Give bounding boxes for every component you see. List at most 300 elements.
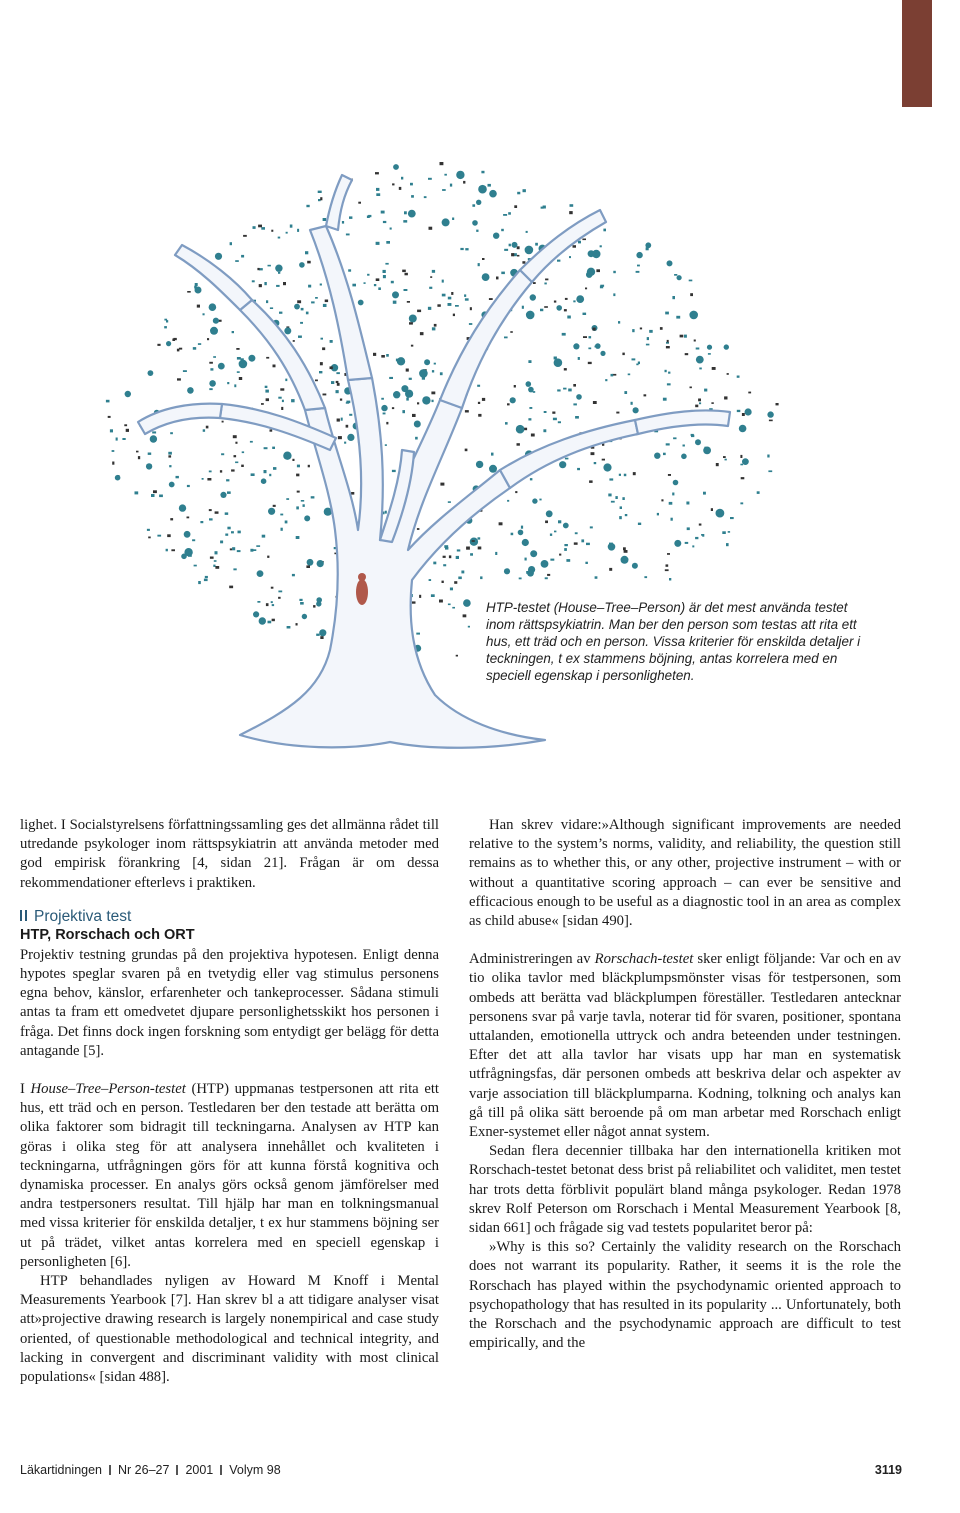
foliage-dot: [237, 550, 241, 552]
foliage-dot: [313, 605, 315, 608]
foliage-dot: [528, 387, 534, 393]
foliage-dot: [550, 559, 554, 561]
foliage-dot: [389, 377, 393, 379]
foliage-dot: [512, 242, 518, 248]
foliage-dot: [270, 307, 273, 309]
foliage-dot: [544, 283, 546, 285]
foliage-dot: [449, 555, 451, 558]
foliage-dot: [259, 284, 262, 287]
foliage-dot: [668, 372, 670, 374]
foliage-dot: [311, 496, 315, 498]
foliage-dot: [194, 565, 197, 567]
foliage-dot: [227, 382, 229, 384]
foliage-dot: [695, 405, 698, 408]
foliage-dot: [412, 601, 416, 603]
foliage-dot: [110, 429, 113, 432]
foliage-dot: [323, 304, 327, 307]
foliage-dot: [225, 534, 228, 536]
foliage-dot: [699, 524, 702, 526]
foliage-dot: [532, 498, 537, 503]
foliage-dot: [476, 230, 478, 232]
foliage-dot: [184, 531, 191, 538]
foliage-dot: [238, 531, 241, 534]
section-heading-text: Projektiva test: [34, 907, 132, 925]
foliage-dot: [522, 306, 524, 309]
foliage-dot: [381, 211, 385, 214]
foliage-dot: [458, 577, 462, 580]
foliage-dot: [517, 255, 519, 257]
foliage-dot: [689, 311, 698, 320]
foliage-dot: [179, 504, 186, 511]
foliage-dot: [272, 604, 274, 606]
foliage-dot: [205, 576, 208, 578]
foliage-dot: [294, 304, 300, 310]
foliage-dot: [311, 301, 315, 303]
foliage-dot: [767, 455, 769, 458]
foliage-dot: [596, 269, 600, 272]
foliage-dot: [480, 576, 482, 579]
foliage-dot: [272, 447, 275, 449]
foliage-dot: [409, 315, 417, 323]
foliage-dot: [565, 458, 569, 460]
foliage-dot: [297, 491, 300, 493]
foliage-dot: [147, 529, 150, 531]
foliage-dot: [514, 205, 517, 208]
foliage-dot: [275, 265, 282, 272]
foliage-dot: [691, 435, 694, 437]
foliage-dot: [207, 478, 211, 481]
foliage-dot: [472, 204, 475, 207]
foliage-dot: [646, 344, 650, 346]
foliage-dot: [603, 229, 606, 232]
foliage-dot: [636, 364, 638, 366]
foliage-dot: [476, 461, 483, 468]
foliage-dot: [434, 324, 437, 327]
foliage-dot: [269, 474, 271, 476]
issue-number: Nr 26–27: [118, 1463, 170, 1477]
foliage-dot: [649, 330, 653, 333]
foliage-dot: [261, 227, 265, 230]
foliage-dot: [346, 401, 350, 404]
foliage-dot: [672, 493, 674, 496]
foliage-dot: [657, 513, 659, 516]
foliage-dot: [509, 244, 511, 247]
foliage-dot: [448, 303, 452, 306]
left-paragraph-3-lead: I: [20, 1081, 31, 1098]
foliage-dot: [585, 562, 588, 564]
foliage-dot: [593, 328, 596, 331]
foliage-dot: [667, 340, 669, 342]
foliage-dot: [429, 227, 433, 230]
foliage-dot: [570, 204, 574, 207]
foliage-dot: [157, 344, 160, 346]
foliage-dot: [419, 595, 421, 598]
foliage-dot: [589, 480, 593, 483]
foliage-dot: [159, 495, 163, 498]
foliage-dot: [271, 601, 273, 603]
htp-test-name: House–Tree–Person-testet: [30, 1081, 186, 1098]
foliage-dot: [621, 556, 629, 564]
foliage-dot: [250, 441, 253, 443]
foliage-dot: [463, 614, 467, 617]
foliage-dot: [278, 597, 281, 599]
foliage-dot: [577, 468, 580, 470]
foliage-dot: [266, 398, 269, 401]
foliage-dot: [308, 465, 310, 468]
foliage-dot: [633, 407, 639, 413]
foliage-dot: [723, 456, 726, 458]
foliage-dot: [331, 381, 334, 384]
foliage-dot: [477, 385, 480, 387]
foliage-dot: [654, 453, 660, 459]
foliage-dot: [711, 508, 713, 511]
right-paragraph-2-body: sker enligt följande: Var och en av tio olika tavlor med bläckplumpsmönster visas för testpersonen, som ombeds att berätta vad bläckplumpen föreställer. Testledaren antecknar personens svar på varje tavla, noterar tid för svaren, positioner, spontana uttalanden, emotionella uttryck och andra beteenden under testningen. Efter det att alla tavlor har visats upp har man en systematisk utfrågningsfas, där personen ombeds att beskriva delar och aspekter av varje association till bläckplumparna. Kodning, tolkning och analys kan gå till på olika sätt beroende på om man arbetar med Rorschach enligt Exner-systemet eller något annat system.: [469, 951, 901, 1141]
foliage-dot: [569, 211, 573, 214]
foliage-dot: [273, 365, 276, 368]
foliage-dot: [266, 357, 269, 359]
foliage-dot: [171, 549, 175, 551]
foliage-dot: [615, 496, 617, 499]
foliage-dot: [632, 358, 636, 360]
right-paragraph-4: »Why is this so? Certainly the validity research on the Rorschach does not warrant its popularity. Rather, it seems it is the role the Rorschach has played within the psychodynamic oriented approach to psychopathology that has resulted in its popularity ... Unfortunately, both the Rorschach and the psychodynamic approach are difficult to test empirically, and the: [469, 1239, 901, 1352]
foliage-dot: [385, 511, 387, 514]
foliage-dot: [115, 475, 121, 481]
foliage-dot: [674, 274, 677, 276]
foliage-dot: [503, 214, 507, 216]
section-subheading: HTP, Rorschach och ORT: [20, 926, 195, 943]
foliage-dot: [170, 432, 173, 434]
foliage-dot: [409, 378, 412, 380]
foliage-dot: [431, 392, 435, 395]
foliage-dot: [420, 332, 424, 335]
foliage-dot: [482, 398, 485, 401]
foliage-dot: [243, 235, 247, 237]
foliage-dot: [220, 541, 223, 544]
foliage-dot: [383, 275, 386, 278]
foliage-dot: [336, 381, 339, 383]
foliage-dot: [225, 512, 229, 515]
foliage-dot: [209, 362, 213, 364]
foliage-dot: [491, 453, 494, 456]
foliage-dot: [464, 294, 466, 297]
foliage-dot: [417, 528, 420, 530]
foliage-dot: [727, 373, 729, 375]
foliage-dot: [291, 399, 295, 402]
foliage-dot: [195, 287, 202, 294]
footer-separator: [220, 1465, 222, 1475]
foliage-dot: [622, 497, 624, 500]
foliage-dot: [213, 356, 216, 358]
foliage-dot: [456, 556, 459, 559]
foliage-dot: [136, 451, 139, 453]
foliage-dot: [543, 429, 546, 432]
foliage-dot: [197, 305, 200, 308]
foliage-dot: [227, 491, 231, 494]
foliage-dot: [541, 560, 549, 568]
foliage-dot: [234, 455, 237, 457]
foliage-dot: [581, 539, 584, 542]
foliage-dot: [177, 378, 181, 380]
foliage-dot: [696, 356, 704, 364]
foliage-dot: [302, 614, 307, 619]
foliage-dot: [470, 553, 473, 556]
foliage-dot: [292, 574, 295, 576]
foliage-dot: [470, 307, 472, 310]
foliage-dot: [301, 308, 304, 311]
foliage-dot: [403, 220, 407, 223]
left-column: [20, 816, 439, 1387]
foliage-dot: [745, 408, 752, 415]
foliage-dot: [519, 578, 522, 580]
foliage-dot: [150, 435, 157, 442]
foliage-dot: [292, 459, 294, 461]
foliage-dot: [489, 298, 493, 300]
foliage-dot: [429, 579, 432, 581]
foliage-dot: [481, 171, 484, 174]
foliage-dot: [637, 265, 640, 267]
foliage-dot: [378, 287, 381, 290]
foliage-dot: [563, 388, 566, 390]
foliage-dot: [666, 443, 670, 445]
foliage-dot: [767, 411, 773, 417]
foliage-dot: [517, 443, 520, 446]
foliage-dot: [712, 367, 716, 370]
foliage-dot: [442, 280, 444, 283]
foliage-dot: [433, 562, 436, 565]
foliage-dot: [285, 521, 288, 524]
foliage-dot: [392, 291, 399, 298]
foliage-dot: [412, 414, 416, 417]
foliage-dot: [686, 502, 689, 505]
foliage-dot: [306, 312, 309, 315]
foliage-dot: [346, 425, 349, 428]
foliage-dot: [386, 354, 389, 357]
foliage-dot: [511, 253, 514, 256]
foliage-dot: [559, 554, 561, 556]
foliage-dot: [203, 429, 205, 432]
foliage-dot: [546, 510, 553, 517]
foliage-dot: [666, 346, 670, 348]
foliage-dot: [451, 292, 453, 295]
foliage-dot: [257, 570, 264, 577]
foliage-dot: [442, 581, 444, 583]
foliage-dot: [742, 413, 745, 416]
foliage-dot: [368, 215, 371, 217]
foliage-dot: [564, 309, 567, 311]
foliage-dot: [268, 621, 272, 624]
foliage-dot: [695, 439, 701, 445]
foliage-dot: [341, 418, 343, 421]
foliage-dot: [568, 317, 571, 319]
foliage-dot: [573, 403, 577, 405]
foliage-dot: [478, 185, 487, 194]
section-tab-marker: [902, 0, 932, 107]
foliage-dot: [632, 563, 638, 569]
foliage-dot: [613, 293, 615, 296]
foliage-dot: [351, 492, 354, 495]
foliage-dot: [525, 558, 527, 561]
foliage-dot: [125, 391, 131, 397]
foliage-dot: [422, 396, 430, 404]
foliage-dot: [442, 218, 450, 226]
foliage-dot: [232, 331, 234, 333]
foliage-dot: [242, 451, 244, 453]
foliage-dot: [317, 560, 324, 567]
foliage-dot: [609, 543, 613, 545]
foliage-dot: [523, 189, 526, 192]
foliage-dot: [676, 316, 680, 319]
foliage-dot: [235, 442, 237, 444]
foliage-dot: [337, 383, 340, 386]
foliage-dot: [507, 403, 510, 405]
foliage-dot: [644, 394, 647, 396]
foliage-dot: [316, 601, 321, 606]
foliage-dot: [296, 623, 298, 625]
foliage-dot: [644, 576, 647, 578]
left-paragraph-3: [20, 1080, 439, 1272]
foliage-dot: [375, 172, 379, 174]
foliage-dot: [319, 371, 322, 373]
foliage-dot: [443, 556, 446, 558]
foliage-dot: [183, 370, 187, 372]
foliage-dot: [647, 337, 649, 340]
foliage-dot: [545, 279, 548, 281]
foliage-dot: [526, 571, 529, 574]
foliage-dot: [393, 301, 397, 304]
foliage-dot: [318, 191, 322, 193]
foliage-dot: [424, 359, 430, 365]
foliage-dot: [742, 458, 749, 465]
foliage-dot: [472, 540, 475, 542]
foliage-dot: [168, 452, 172, 455]
foliage-dot: [296, 506, 299, 509]
foliage-dot: [694, 340, 696, 342]
foliage-dot: [428, 178, 432, 180]
foliage-dot: [256, 545, 260, 547]
foliage-dot: [383, 221, 386, 223]
foliage-dot: [268, 508, 275, 515]
foliage-dot: [725, 459, 727, 461]
foliage-dot: [578, 241, 581, 244]
foliage-dot: [611, 501, 615, 503]
foliage-dot: [517, 192, 520, 195]
foliage-dot: [554, 531, 556, 533]
foliage-dot: [600, 245, 602, 247]
foliage-dot: [671, 518, 673, 521]
foliage-dot: [448, 604, 451, 606]
foliage-dot: [550, 534, 552, 536]
foliage-dot: [346, 234, 350, 236]
foliage-dot: [707, 345, 712, 350]
foliage-dot: [296, 474, 299, 477]
foliage-dot: [517, 246, 520, 249]
foliage-dot: [221, 453, 224, 455]
foliage-dot: [209, 380, 216, 387]
foliage-dot: [268, 265, 271, 267]
foliage-dot: [432, 327, 436, 330]
foliage-dot: [253, 549, 257, 551]
foliage-dot: [516, 425, 525, 434]
foliage-dot: [153, 490, 157, 493]
foliage-dot: [278, 237, 281, 239]
foliage-dot: [562, 333, 566, 336]
foliage-dot: [325, 300, 328, 303]
foliage-dot: [396, 359, 399, 362]
foliage-dot: [276, 285, 280, 287]
rorschach-test-name: Rorschach-testet: [594, 951, 694, 968]
foliage-dot: [624, 474, 627, 477]
foliage-dot: [374, 284, 376, 286]
foliage-dot: [404, 211, 407, 214]
foliage-dot: [271, 587, 274, 589]
foliage-dot: [399, 187, 402, 190]
foliage-dot: [279, 312, 282, 314]
foliage-dot: [349, 414, 352, 416]
foliage-dot: [496, 277, 499, 280]
foliage-dot: [210, 368, 213, 370]
foliage-dot: [673, 437, 676, 439]
foliage-dot: [557, 260, 560, 262]
foliage-dot: [168, 455, 171, 457]
foliage-dot: [692, 545, 694, 547]
foliage-dot: [440, 162, 444, 165]
foliage-dot: [306, 565, 310, 568]
foliage-dot: [232, 547, 235, 550]
foliage-dot: [529, 407, 532, 409]
foliage-dot: [603, 463, 611, 471]
foliage-dot: [716, 463, 719, 466]
foliage-dot: [235, 462, 238, 464]
foliage-dot: [330, 366, 333, 369]
foliage-dot: [278, 272, 280, 274]
foliage-dot: [233, 435, 237, 438]
foliage-dot: [632, 329, 634, 332]
foliage-dot: [258, 225, 262, 228]
foliage-dot: [265, 386, 268, 388]
foliage-dot: [600, 351, 605, 356]
page-footer: [20, 1463, 902, 1477]
foliage-dot: [209, 388, 212, 390]
foliage-dot: [352, 284, 356, 287]
foliage-dot: [699, 368, 702, 370]
foliage-dot: [602, 459, 605, 461]
foliage-dot: [215, 511, 219, 513]
foliage-dot: [239, 377, 242, 380]
page-number: 3119: [874, 1463, 902, 1477]
foliage-dot: [286, 232, 288, 234]
foliage-dot: [320, 636, 323, 639]
foliage-dot: [716, 509, 725, 518]
foliage-dot: [391, 281, 394, 284]
foliage-dot: [646, 247, 649, 250]
foliage-dot: [588, 250, 595, 257]
foliage-dot: [595, 576, 598, 579]
foliage-dot: [253, 226, 256, 229]
foliage-dot: [164, 326, 167, 328]
foliage-dot: [588, 362, 592, 364]
foliage-dot: [200, 521, 203, 523]
foliage-dot: [280, 388, 284, 390]
foliage-dot: [440, 372, 443, 375]
foliage-dot: [685, 542, 689, 544]
foliage-dot: [303, 504, 305, 507]
foliage-dot: [461, 571, 464, 574]
foliage-dot: [737, 410, 741, 412]
foliage-dot: [207, 338, 209, 340]
foliage-dot: [450, 588, 453, 591]
foliage-dot: [531, 434, 535, 437]
foliage-dot: [432, 400, 434, 402]
